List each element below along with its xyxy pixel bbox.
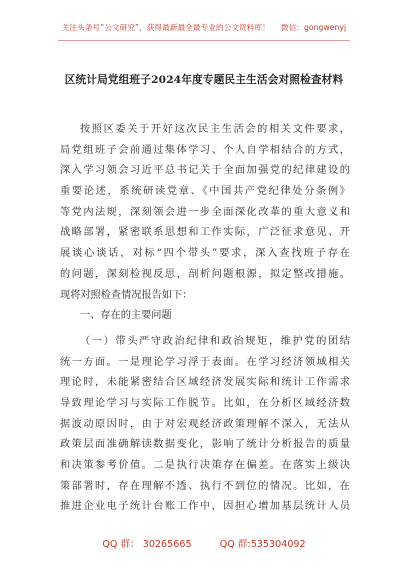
footer-qq-group-2: QQ 群:535304092 bbox=[219, 539, 306, 550]
body-line: 统一方面。一是理论学习浮于表面。在学习经济领域相关 bbox=[60, 356, 350, 368]
body-line: 展谈心谈话，对标“四个带头”要求，深入查找班子存在 bbox=[60, 248, 350, 260]
body-line: 重要论述，系统研读党章、《中国共产党纪律处分条例》 bbox=[60, 186, 350, 198]
body-line: 按照区委关于开好这次民主生活会的相关文件要求， bbox=[80, 124, 350, 135]
header-promo-text: 关注头条号“公文研究”，获得最新最全最专业的公文资料库！ bbox=[61, 23, 270, 32]
body-line: 推进企业电子统计台账工作中，因担心增加基层统计人员 bbox=[60, 501, 350, 513]
header-divider bbox=[58, 40, 350, 41]
subsection-heading: （一）带头严守政治纪律和政治规矩，维护党的团结 bbox=[80, 335, 350, 347]
body-line: 和决策参考价值。二是执行决策存在偏差。在落实上级决 bbox=[60, 460, 350, 471]
header-wechat-text: 微信：gongwenyj bbox=[280, 23, 347, 32]
document-title: 区统计局党组班子2024年度专题民主生活会对照检查材料 bbox=[64, 74, 344, 86]
page-footer bbox=[0, 536, 408, 550]
body-line: 据波动原因时，由于对宏观经济政策理解不深入，无法从 bbox=[60, 418, 350, 430]
body-line: 政策层面准确解读数据变化，影响了统计分析报告的质量 bbox=[60, 439, 350, 451]
body-line: 深入学习领会习近平总书记关于全面加强党的纪律建设的 bbox=[60, 165, 350, 177]
body-line: 的问题，深刻检视反思，剖析问题根源，拟定整改措施。 bbox=[60, 268, 350, 280]
document-body bbox=[60, 120, 350, 518]
body-line: 理论时，未能紧密结合区域经济发展实际和统计工作需求 bbox=[60, 377, 350, 389]
body-line: 战略部署，紧密联系思想和工作实际，广泛征求意见、开 bbox=[60, 227, 350, 239]
body-line: 策部署时，存在理解不透、执行不到位的情况。比如，在 bbox=[60, 480, 350, 492]
page-header bbox=[0, 22, 408, 33]
section-heading: 一、存在的主要问题 bbox=[80, 310, 172, 322]
body-line: 等党内法规，深刻领会进一步全面深化改革的重大意义和 bbox=[60, 206, 350, 218]
body-line: 现将对照检查情况报告如下： bbox=[60, 289, 193, 301]
body-line: 局党组班子会前通过集体学习、个人自学相结合的方式， bbox=[60, 144, 350, 156]
footer-qq-group-1: QQ 群： 30265665 bbox=[102, 539, 192, 550]
body-line: 导致理论学习与实际工作脱节。比如，在分析区域经济数 bbox=[60, 397, 350, 409]
